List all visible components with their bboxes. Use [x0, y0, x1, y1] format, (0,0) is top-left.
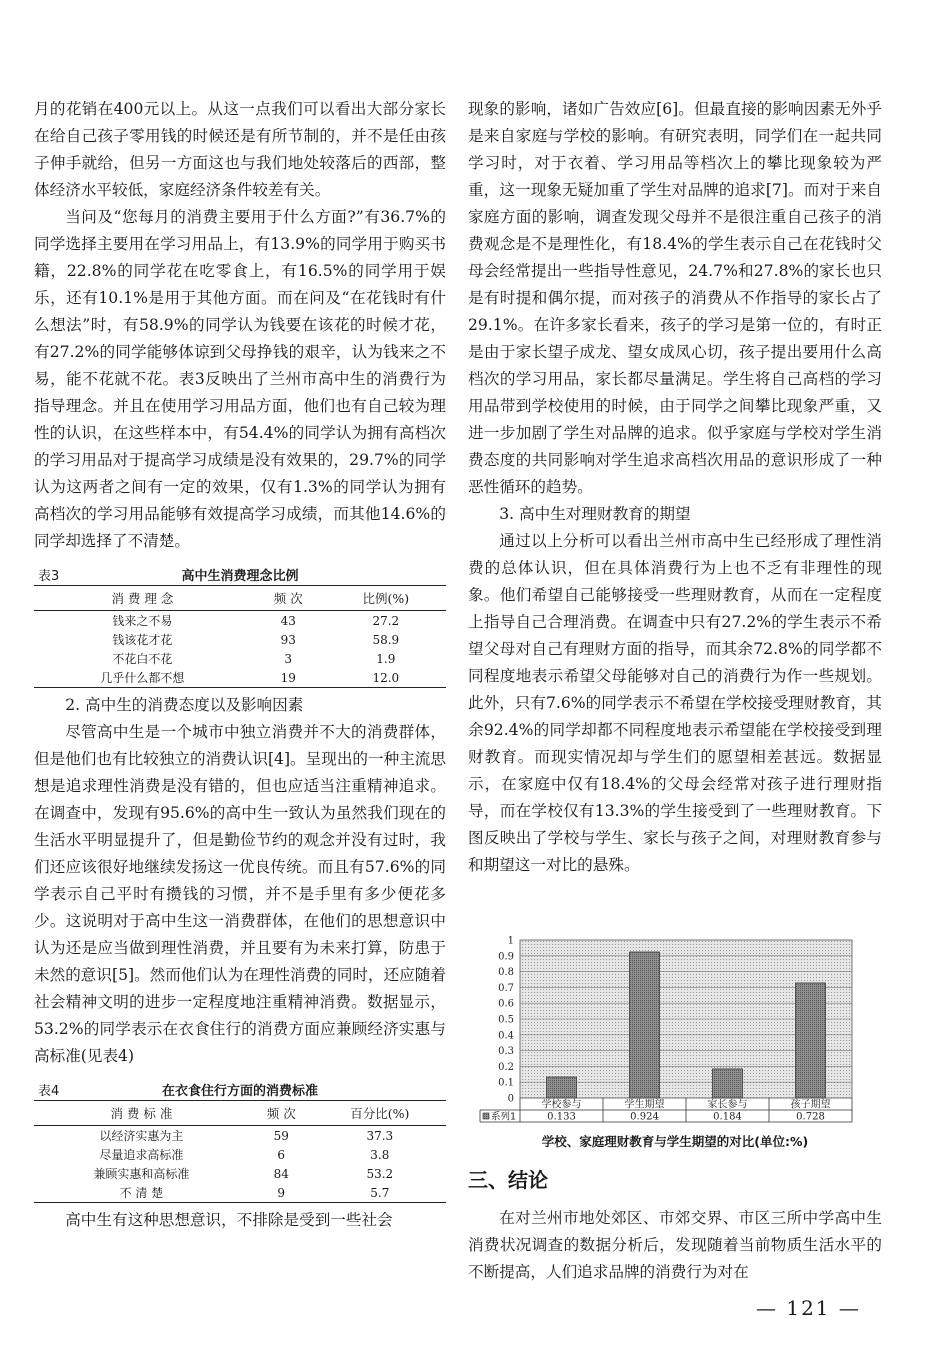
- legend-swatch: [483, 1113, 489, 1119]
- table3-header-3: 比例(%): [326, 586, 446, 611]
- table-cell: 不花白不花: [112, 652, 173, 666]
- y-tick-label: 0.3: [498, 1046, 514, 1058]
- left-paragraph-3: 尽管高中生是一个城市中独立消费并不大的消费群体，但是他们也有比较独立的消费认识[4]。呈现出的一种主流思想是追求理性消费是没有错的，但也应适当注重精神追求。在调查中，发现有95.6%的高中生一致认为虽然我们现在的生活水平明显提升了，但是勤俭节约的观念并没有过时，我们还应该很好地继续发扬这一优良传统。而且有57.6%的同学表示自己平时有攒钱的习惯，并不是手里有多少便花多少。这说明对于高中生这一消费群体，在他们的思想意识中认为还是应当做到理性消费，并且要有为未来打算，防患于未然的意识[5]。然而他们认为在理性消费的同时，还应随着社会精神文明的进步一定程度地注重精神消费。数据显示，53.2%的同学表示在衣食住行的消费方面应兼顾经济实惠与高标准(见表4): [34, 723, 446, 1065]
- y-tick-label: 0.2: [498, 1061, 514, 1073]
- legend-label: 系列1: [491, 1111, 517, 1123]
- table-cell: 1.9: [376, 651, 396, 666]
- table-cell: 钱该花才花: [112, 633, 173, 647]
- table-cell: 93: [280, 632, 296, 647]
- table-row: [34, 649, 446, 668]
- table-cell: 5.7: [314, 1183, 446, 1203]
- table-cell: 钱来之不易: [112, 614, 173, 628]
- y-tick-label: 1: [507, 935, 514, 947]
- table-cell: 不 清 楚: [34, 1183, 249, 1203]
- table-cell: 19: [251, 668, 326, 688]
- table3-title: 高中生消费理念比例: [181, 569, 299, 584]
- table-row: [34, 1164, 446, 1183]
- table4-number: 表4: [38, 1084, 60, 1099]
- table4: [34, 1100, 446, 1203]
- left-paragraph-1: 月的花销在400元以上。从这一点我们可以看出大部分家长在给自己孩子零用钱的时候还是有所节制的，并不是任由孩子伸手就给，但另一方面这也与我们地处较落后的西部，整体经济水平较低，家庭经济条件较差有关。: [34, 100, 446, 199]
- table-cell: 3: [284, 651, 293, 666]
- y-tick-label: 0.4: [498, 1030, 514, 1042]
- section-2-heading: 2. 高中生的消费态度以及影响因素: [65, 696, 304, 714]
- table-cell: 27.2: [372, 613, 400, 628]
- y-tick-label: 0.7: [498, 982, 514, 994]
- table-row: [34, 668, 446, 688]
- table-row: [34, 1145, 446, 1164]
- data-label: 0.924: [630, 1111, 659, 1123]
- table3: [34, 585, 446, 688]
- table4-caption: [34, 1078, 446, 1100]
- x-tick-label: 学校参与: [541, 1099, 582, 1111]
- table4-header-2: 频 次: [249, 1101, 314, 1126]
- table4-title: 在衣食住行方面的消费标准: [161, 1084, 318, 1099]
- section-3-heading: 3. 高中生对理财教育的期望: [499, 505, 691, 523]
- table-cell: 尽量追求高标准: [99, 1148, 184, 1162]
- bar-chart: [474, 932, 874, 1156]
- table-row: [34, 630, 446, 649]
- table3-header-2: 频 次: [251, 586, 326, 611]
- data-label: 0.728: [796, 1111, 825, 1123]
- table-cell: 以经济实惠为主: [99, 1129, 184, 1143]
- right-column: [468, 96, 882, 879]
- left-paragraph-2: 当问及“您每月的消费主要用于什么方面?”有36.7%的同学选择主要用在学习用品上，有13.9%的同学用于购买书籍，22.8%的同学花在吃零食上，有16.5%的同学用于娱乐，还有10.1%是用于其他方面。而在问及“在花钱时有什么想法”时，有58.9%的同学认为钱要在该花的时候才花，有27.2%的同学能够体谅到父母挣钱的艰辛，认为钱来之不易，能不花就不花。表3反映出了兰州市高中生的消费行为指导理念。并且在使用学习用品方面，他们也有自己较为理性的认识，在这些样本中，有54.4%的同学认为拥有高档次的学习用品对于提高学习成绩是没有效果的，29.7%的同学认为这两者之间有一定的效果，仅有1.3%的同学认为拥有高档次的学习用品能够有效提高学习成绩，而其他14.6%的同学却选择了不清楚。: [34, 208, 446, 550]
- y-tick-label: 0.8: [498, 967, 514, 979]
- table3-caption: [34, 563, 446, 585]
- bar-2: [630, 952, 660, 1098]
- table-cell: 43: [280, 613, 296, 628]
- table3-number: 表3: [38, 569, 60, 584]
- table-row: [34, 1183, 446, 1203]
- left-paragraph-4: 高中生有这种思想意识，不排除是受到一些社会: [65, 1211, 393, 1229]
- table-cell: 3.8: [370, 1147, 390, 1162]
- table4-header-3: 百分比(%): [314, 1101, 446, 1126]
- y-tick-label: 0.5: [498, 1014, 514, 1026]
- table-row: [34, 611, 446, 631]
- bar-1: [547, 1077, 577, 1098]
- table-cell: 59: [273, 1128, 289, 1143]
- data-label: 0.133: [547, 1111, 576, 1123]
- table-cell: 几乎什么都不想: [34, 668, 251, 688]
- bar-3: [713, 1069, 743, 1098]
- conclusion-block: [468, 1164, 882, 1286]
- table3-header-1: 消 费 理 念: [34, 586, 251, 611]
- table-cell: 53.2: [366, 1166, 394, 1181]
- y-tick-label: 0: [507, 1093, 514, 1105]
- y-tick-label: 0.9: [498, 951, 514, 963]
- table-cell: 84: [273, 1166, 289, 1181]
- right-paragraph-3: 在对兰州市地处郊区、市郊交界、市区三所中学高中生消费状况调查的数据分析后，发现随着当前物质生活水平的不断提高，人们追求品牌的消费行为对在: [468, 1209, 882, 1281]
- y-tick-label: 0.1: [498, 1077, 514, 1089]
- table4-header-1: 消 费 标 准: [34, 1101, 249, 1126]
- left-column: [34, 96, 446, 1234]
- y-tick-label: 0.6: [498, 998, 514, 1010]
- figure-caption: 学校、家庭理财教育与学生期望的对比(单位:%): [541, 1134, 809, 1149]
- table-row: [34, 1126, 446, 1146]
- table-cell: 12.0: [326, 668, 446, 688]
- table-cell: 58.9: [372, 632, 400, 647]
- table-cell: 9: [249, 1183, 314, 1203]
- table-cell: 兼顾实惠和高标准: [93, 1167, 190, 1181]
- right-paragraph-2: 通过以上分析可以看出兰州市高中生已经形成了理性消费的总体认识，但在具体消费行为上也不乏有非理性的现象。他们希望自己能够接受一些理财教育，从而在一定程度上指导自己合理消费。在调查中只有27.2%的学生表示不希望父母对自己有理财方面的指导，而其余72.8%的同学都不同程度地表示希望父母能够对自己的消费行为作一些规划。此外，只有7.6%的同学表示不希望在学校接受理财教育，其余92.4%的同学却都不同程度地表示希望能在学校接受到理财教育。而现实情况却与学生们的愿望相差甚远。数据显示，在家庭中仅有18.4%的父母会经常对孩子进行理财指导，而在学校仅有13.3%的学生接受到了一些理财教育。下图反映出了学校与学生、家长与孩子之间，对理财教育参与和期望这一对比的悬殊。: [468, 532, 882, 874]
- data-label: 0.184: [713, 1111, 742, 1123]
- table-cell: 6: [277, 1147, 286, 1162]
- page-number: — 121 —: [756, 1296, 861, 1320]
- right-paragraph-1: 现象的影响，诸如广告效应[6]。但最直接的影响因素无外乎是来自家庭与学校的影响。有研究表明，同学们在一起共同学习时，对于衣着、学习用品等档次上的攀比现象较为严重，这一现象无疑加重了学生对品牌的追求[7]。而对于来自家庭方面的影响，调查发现父母并不是很注重自己孩子的消费观念是不是理性化，有18.4%的学生表示自己在花钱时父母会经常提出一些指导性意见，24.7%和27.8%的家长也只是有时提和偶尔提，而对孩子的消费从不作指导的家长占了29.1%。在许多家长看来，孩子的学习是第一位的，有时正是由于家长望子成龙、望女成凤心切，孩子提出要用什么高档次的学习用品，家长都尽量满足。学生将自己高档的学习用品带到学校使用的时候，由于同学之间攀比现象严重，又进一步加剧了学生对品牌的追求。似乎家庭与学校对学生消费态度的共同影响对学生追求高档次用品的意识形成了一种恶性循环的趋势。: [468, 100, 882, 496]
- bar-4: [796, 983, 826, 1098]
- x-tick-label: 学生期望: [624, 1099, 665, 1111]
- table-cell: 37.3: [366, 1128, 394, 1143]
- x-tick-label: 孩子期望: [790, 1099, 831, 1111]
- conclusion-heading: 三、结论: [468, 1168, 548, 1192]
- x-tick-label: 家长参与: [707, 1099, 748, 1111]
